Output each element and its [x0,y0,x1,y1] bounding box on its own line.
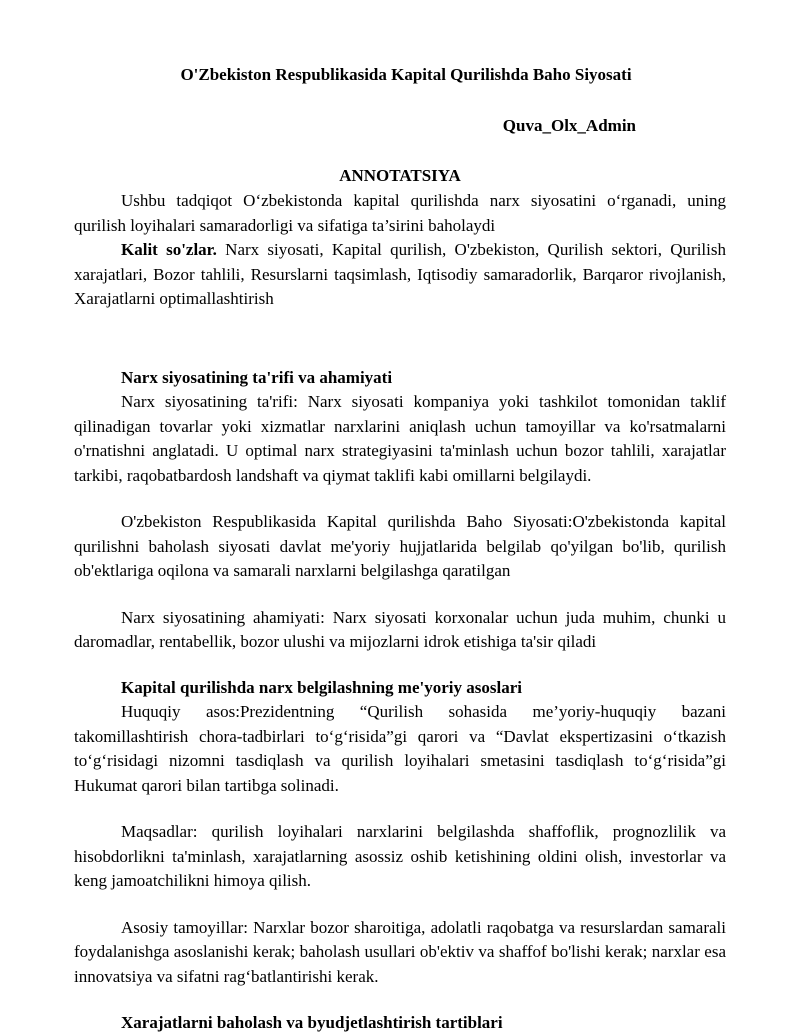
section1-paragraph-3: Narx siyosatining ahamiyati: Narx siyosati korxonalar uchun juda muhim, chunki u daromadlar, rentabellik, bozor ulushi va mijozlarni idrok etishiga ta'sir qiladi [74,607,726,651]
section1-paragraph-1: Narx siyosatining ta'rifi: Narx siyosati kompaniya yoki tashkilot tomonidan taklif qilinadigan tovarlar yoki xizmatlar narxlarini aniqlash uchun tamoyillar va ko'rsatmalarni o'rnatishni anglatadi. U optimal narx strategiyasini ta'minlash uchun bozor tahlili, xarajatlar tarkibi, raqobatbardosh landshaft va qiymat taklifi kabi omillarni belgilaydi. [74,392,726,485]
section-heading-pricing-definition: Narx siyosatining ta'rifi va ahamiyati [121,367,393,387]
section2-paragraph-3: Asosiy tamoyillar: Narxlar bozor sharoitiga, adolatli raqobatga va resurslardan samarali foydalanishga asoslanishi kerak; baholash usullari ob'ektiv va shaffof bo'lishi kerak; narxlar esa innovatsiya va sifatni rag‘batlantirishi kerak. [74,917,726,986]
annotation-heading: ANNOTATSIYA [339,166,461,185]
section2-paragraph-2: Maqsadlar: qurilish loyihalari narxlarini belgilashda shaffoflik, prognozlilik va hisobdorlikni ta'minlash, xarajatlarning asossiz oshib ketishining oldini olish, investorlar va keng jamoatchilikni himoya qilish. [74,822,726,890]
keywords-label: Kalit so'zlar. [121,240,217,259]
document-title: O'Zbekiston Respublikasida Kapital Qurilishda Baho Siyosati [180,65,632,84]
document-page [74,62,726,1036]
section2-paragraph-1: Huquqiy asos:Prezidentning “Qurilish sohasida me’yoriy-huquqiy bazani takomillashtirish chora-tadbirlari to‘g‘risida”gi qarori va “Davlat ekspertizasini o‘tkazish to‘g‘risidagi nizomni tasdiqlash va qurilish loyihalari smetasini tasdiqlash to‘g‘risida”gi Hukumat qarori bilan tartibga solinadi. [74,702,726,795]
keywords-paragraph [74,238,726,312]
section-heading-cost-estimation: Xarajatlarni baholash va byudjetlashtirish tartiblari [121,1013,503,1032]
author-name: Quva_Olx_Admin [502,116,636,135]
section1-paragraph-2: O'zbekiston Respublikasida Kapital qurilishda Baho Siyosati:O'zbekistonda kapital qurilishni baholash siyosati davlat me'yoriy hujjatlarida belgilab qo'yilgan bo'lib, qurilish ob'ektlariga oqilona va samarali narxlarni belgilashga qaratilgan [74,512,726,580]
section-heading-regulatory-basis: Kapital qurilishda narx belgilashning me'yoriy asoslari [121,677,522,697]
annotation-text: Ushbu tadqiqot O‘zbekistonda kapital qurilishda narx siyosatini o‘rganadi, uning qurilish loyihalari samaradorligi va sifatiga ta’sirini baholaydi [74,191,726,235]
keywords-text: Narx siyosati, Kapital qurilish, O'zbekiston, Qurilish sektori, Qurilish xarajatlari, Bozor tahlili, Resurslarni taqsimlash, Iqtisodiy samaradorlik, Barqaror rivojlanish, Xarajatlarni optimallashtirish [74,240,726,308]
